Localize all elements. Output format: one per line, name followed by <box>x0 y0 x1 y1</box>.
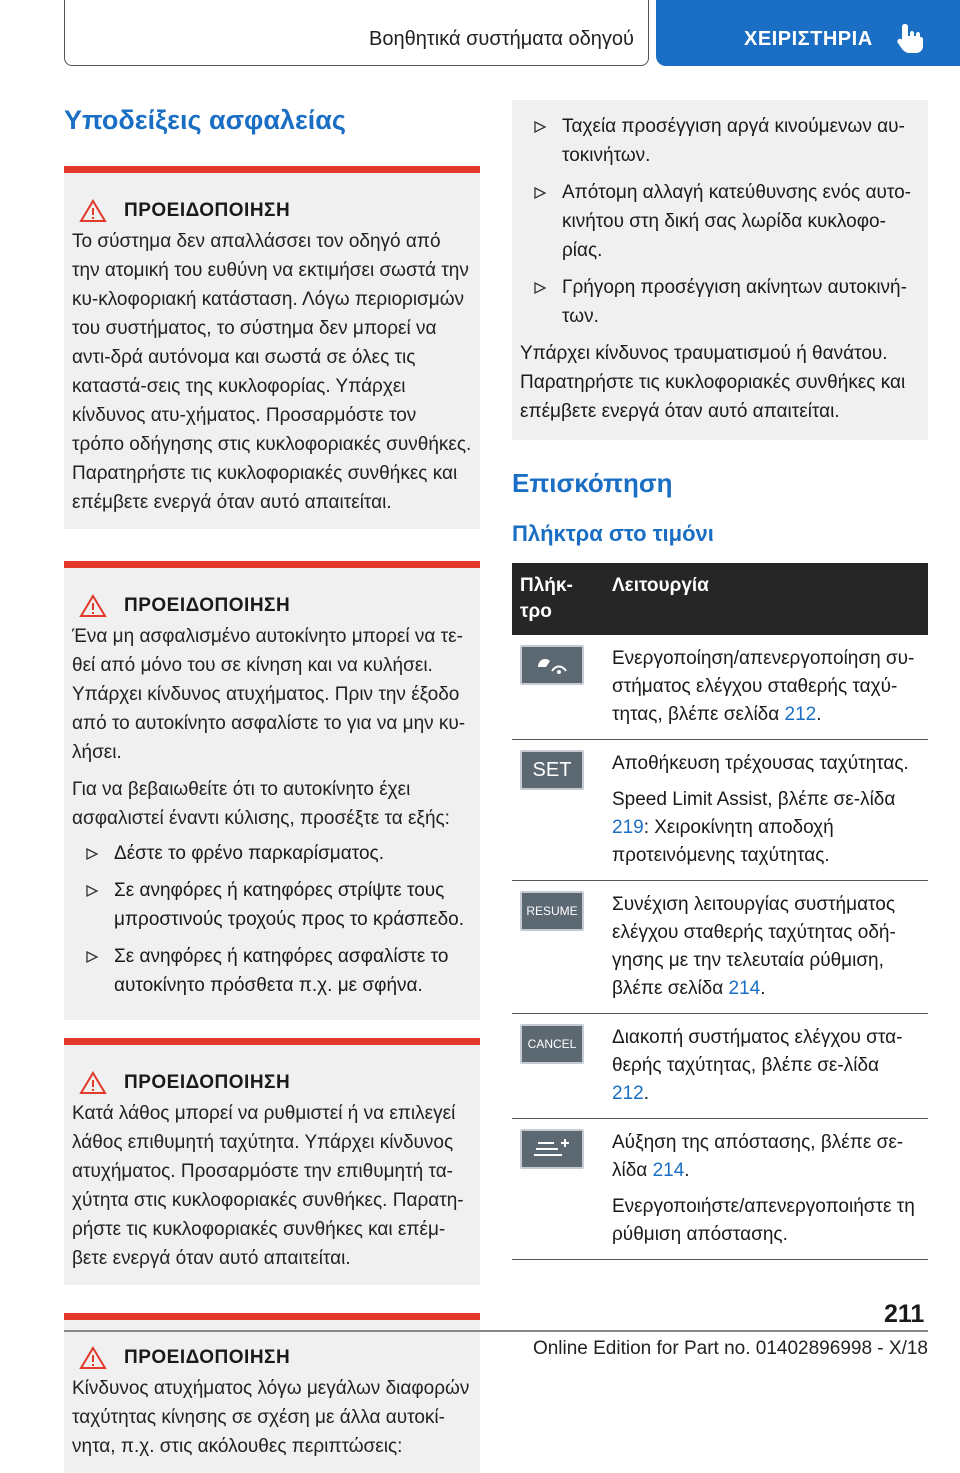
page-link[interactable]: 212 <box>612 1083 644 1104</box>
cruise-toggle-key-icon <box>520 645 584 685</box>
page-link[interactable]: 219 <box>612 817 644 838</box>
bullet-list <box>72 839 472 1000</box>
warning-heading: ΠΡΟΕΙΔΟΠΟΙΗΣΗ <box>80 1346 472 1370</box>
warning-text: Υπάρχει κίνδυνος τραυματισμού ή θανάτου. Παρατηρήστε τις κυκλοφοριακές συνθήκες και επέμβετε ενεργά όταν αυτό απαιτείται. <box>520 343 906 422</box>
list-item: Ταχεία προσέγγιση αργά κινούμενων αυ-τοκινήτων. <box>520 112 920 170</box>
table-row <box>512 740 928 881</box>
warning-text: Κατά λάθος μπορεί να ρυθμιστεί ή να επιλεγεί λάθος επιθυμητή ταχύτητα. Υπάρχει κίνδυνος ατυχήματος. Προσαρμόστε την επιθυμητή τα-χύτητα στις κυκλοφοριακές συνθήκες. Παρατη-ρήστε τις κυκλοφοριακές συνθήκες και επέμ-βετε ενεργά όταν αυτό απαιτείται. <box>72 1103 464 1269</box>
bullet-list <box>520 112 920 331</box>
function-cell: Αύξηση της απόστασης, βλέπε σε-λίδα 214. Ενεργοποιήστε/απενεργοποιήστε τη ρύθμιση απόστασης. <box>604 1119 928 1260</box>
distance-plus-key-icon <box>520 1129 584 1169</box>
list-item: Σε ανηφόρες ή κατηφόρες ασφαλίστε το αυτοκίνητο πρόσθετα π.χ. με σφήνα. <box>72 942 472 1000</box>
page-number: 211 <box>884 1300 925 1328</box>
subsection-heading: Πλήκτρα στο τιμόνι <box>512 521 714 546</box>
warning-box-4 <box>64 1313 480 1473</box>
page-title: Υποδείξεις ασφαλείας <box>64 105 346 135</box>
footer-divider <box>64 1330 928 1332</box>
bullet-triangle-icon <box>534 121 546 133</box>
warning-triangle-icon <box>80 594 106 618</box>
warning-box-3 <box>64 1038 480 1285</box>
table-row <box>512 881 928 1014</box>
bullet-triangle-icon <box>534 282 546 294</box>
header-section-box <box>64 0 649 66</box>
warning-heading: ΠΡΟΕΙΔΟΠΟΙΗΣΗ <box>80 1071 472 1095</box>
warning-triangle-icon <box>80 1071 106 1095</box>
buttons-table <box>512 563 928 1260</box>
page-link[interactable]: 214 <box>652 1160 685 1181</box>
set-key-icon: SET <box>520 750 584 790</box>
warning-text: Για να βεβαιωθείτε ότι το αυτοκίνητο έχει ασφαλιστεί έναντι κύλισης, προσέξτε τα εξής: <box>72 779 450 829</box>
left-column <box>64 100 480 1473</box>
warning-triangle-icon <box>80 1346 106 1370</box>
section-heading: Επισκόπηση <box>512 468 673 498</box>
warning-box-1 <box>64 166 480 529</box>
hand-pointer-icon <box>896 22 926 54</box>
resume-key-icon: RESUME <box>520 891 584 931</box>
warning-triangle-icon <box>80 199 106 223</box>
bullet-triangle-icon <box>534 187 546 199</box>
page-link[interactable]: 214 <box>728 978 761 999</box>
warning-text: Το σύστημα δεν απαλλάσσει τον οδηγό από την ατομική του ευθύνη να εκτιμήσει σωστά την κυ-κλοφοριακή κατάσταση. Λόγω περιορισμών του συστήματος, το σύστημα δεν μπορεί να αντι-δρά αυτόνομα και σωστά σε όλες τις καταστά-σεις της κυκλοφορίας. Υπάρχει κίνδυνος ατυ-χήματος. Προσαρμόστε τον τρόπο οδήγησης στις κυκλοφοριακές συνθήκες. Παρατηρήστε τις κυκλοφοριακές συνθήκες και επέμβετε ενεργά όταν αυτό απαιτείται. <box>72 231 472 513</box>
cancel-key-icon: CANCEL <box>520 1024 584 1064</box>
chapter-tab[interactable] <box>656 0 960 66</box>
warning-heading: ΠΡΟΕΙΔΟΠΟΙΗΣΗ <box>80 199 472 223</box>
page-link[interactable]: 212 <box>784 704 817 725</box>
function-cell: Ενεργοποίηση/απενεργοποίηση συ-στήματος ελέγχου σταθερής ταχύ-τητας, βλέπε σελίδα 212. <box>604 635 928 740</box>
list-item: Απότομη αλλαγή κατεύθυνσης ενός αυτο-κινήτου στη δική σας λωρίδα κυκλοφο-ρίας. <box>520 178 920 265</box>
right-column <box>512 100 928 1260</box>
warning-text: Κίνδυνος ατυχήματος λόγω μεγάλων διαφορών ταχύτητας κίνησης σε σχέση με άλλα αυτοκί-νητα, π.χ. στις ακόλουθες περιπτώσεις: <box>72 1378 470 1457</box>
bullet-triangle-icon <box>86 951 98 963</box>
chapter-label: ΧΕΙΡΙΣΤΗΡΙΑ <box>744 28 873 50</box>
list-item: Σε ανηφόρες ή κατηφόρες στρίψτε τους μπροστινούς τροχούς προς το κράσπεδο. <box>72 876 472 934</box>
list-item: Δέστε το φρένο παρκαρίσματος. <box>72 839 472 868</box>
table-row <box>512 1014 928 1119</box>
footer-edition: Online Edition for Part no. 01402896998 - X/18 <box>532 1338 928 1359</box>
warning-box-2 <box>64 561 480 1020</box>
function-cell: Διακοπή συστήματος ελέγχου στα-θερής ταχύτητας, βλέπε σε-λίδα 212. <box>604 1014 928 1119</box>
bullet-triangle-icon <box>86 885 98 897</box>
warning-continuation <box>512 100 928 440</box>
warning-heading: ΠΡΟΕΙΔΟΠΟΙΗΣΗ <box>80 594 472 618</box>
section-title: Βοηθητικά συστήματα οδηγού <box>369 28 634 50</box>
function-cell: Συνέχιση λειτουργίας συστήματος ελέγχου σταθερής ταχύτητας οδή-γησης με την τελευταία ρύθμιση, βλέπε σελίδα 214. <box>604 881 928 1014</box>
table-row <box>512 1119 928 1260</box>
warning-text: Ένα μη ασφαλισμένο αυτοκίνητο μπορεί να τε-θεί από μόνο του σε κίνηση και να κυλήσει. Υπάρχει κίνδυνος ατυχήματος. Πριν την έξοδο από το αυτοκίνητο ασφαλίστε το για να μην κυ-λήσει. <box>72 626 466 763</box>
column-header: Πλήκ-τρο <box>512 563 604 635</box>
table-row <box>512 635 928 740</box>
bullet-triangle-icon <box>86 848 98 860</box>
column-header: Λειτουργία <box>604 563 928 635</box>
list-item: Γρήγορη προσέγγιση ακίνητων αυτοκινή-των. <box>520 273 920 331</box>
function-cell: Αποθήκευση τρέχουσας ταχύτητας. Speed Limit Assist, βλέπε σε-λίδα 219: Χειροκίνητη αποδοχή προτεινόμενης ταχύτητας. <box>604 740 928 881</box>
